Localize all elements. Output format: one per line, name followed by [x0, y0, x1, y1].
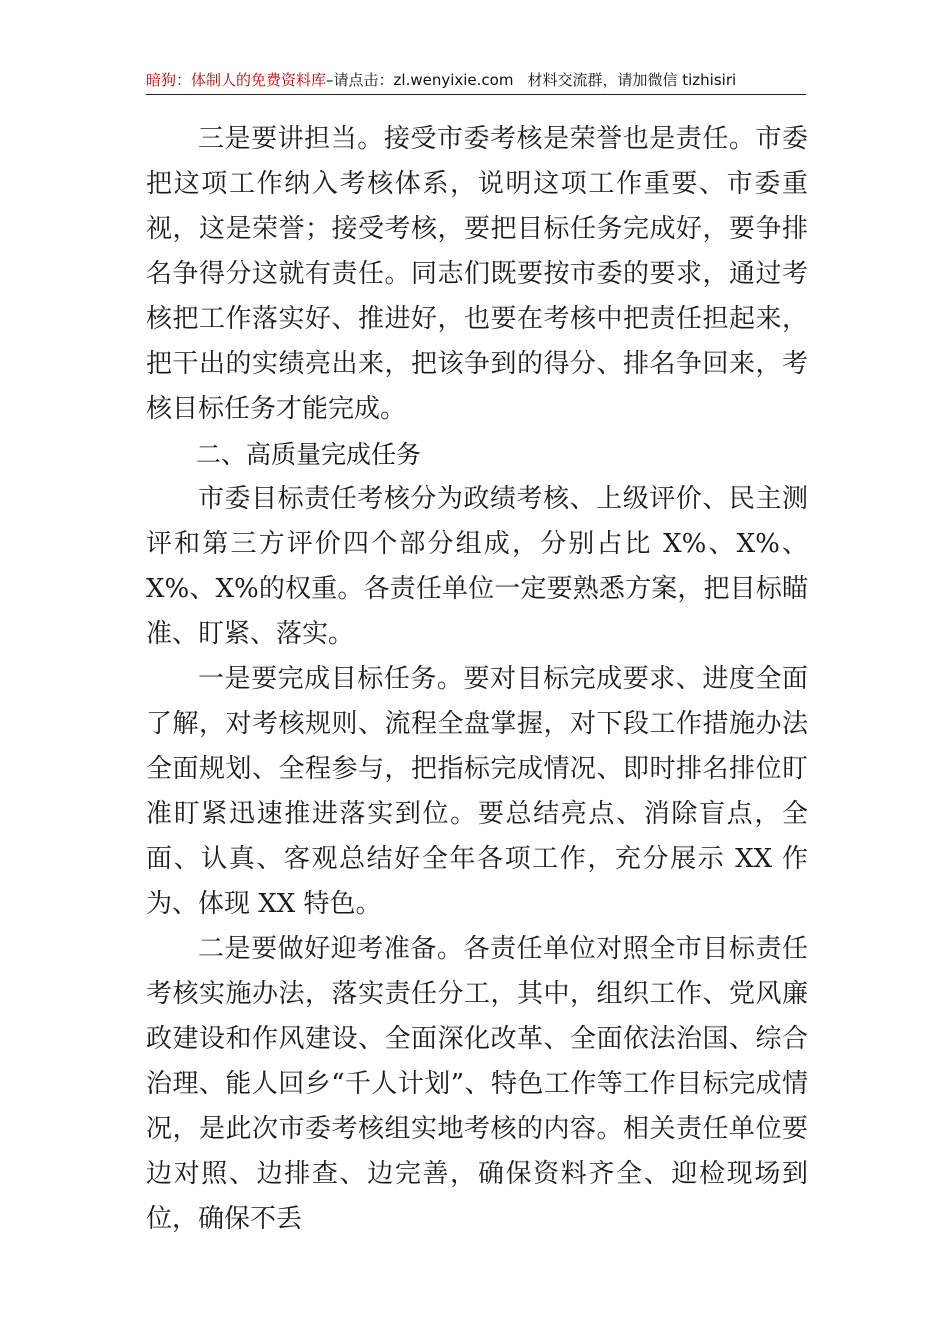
paragraph-assessment-overview: 市委目标责任考核分为政绩考核、上级评价、民主测评和第三方评价四个部分组成，分别占比 X%、X%、X%、X%的权重。各责任单位一定要熟悉方案，把目标瞄准、盯紧、落实。: [146, 484, 808, 649]
header-url-link[interactable]: zl.wenyixie.com: [393, 71, 514, 89]
section-heading-2: 二、高质量完成任务: [196, 440, 422, 469]
paragraph-complete-targets: 一是要完成目标任务。要对目标完成要求、进度全面了解，对考核规则、流程全盘掌握，对下段工作措施办法全面规划、全程参与，把指标完成情况、即时排名排位盯准盯紧迅速推进落实到位。要总结亮点、消除盲点，全面、认真、客观总结好全年各项工作，充分展示 XX 作为、体现 XX 特色。: [146, 664, 808, 919]
paragraph-responsibility: 三是要讲担当。接受市委考核是荣誉也是责任。市委把这项工作纳入考核体系，说明这项工作重要、市委重视，这是荣誉；接受考核，要把目标任务完成好，要争排名争得分这就有责任。同志们既要按市委的要求，通过考核把工作落实好、推进好，也要在考核中把责任担起来，把干出的实绩亮出来，把该争到的得分、排名争回来，考核目标任务才能完成。: [146, 124, 808, 424]
header-contact: 材料交流群，请加微信 tizhisiri: [527, 71, 737, 89]
paragraph-prepare-inspection: 二是要做好迎考准备。各责任单位对照全市目标责任考核实施办法，落实责任分工，其中，组织工作、党风廉政建设和作风建设、全面深化改革、全面依法治国、综合治理、能人回乡“千人计划”、特色工作等工作目标完成情况，是此次市委考核组实地考核的内容。相关责任单位要边对照、边排查、边完善，确保资料齐全、迎检现场到位，确保不丢: [146, 934, 808, 1234]
page-header: [146, 66, 806, 95]
document-body: [146, 117, 808, 1242]
header-separator: –请点击：: [326, 71, 394, 89]
header-brand: 暗狗：体制人的免费资料库: [146, 71, 327, 89]
